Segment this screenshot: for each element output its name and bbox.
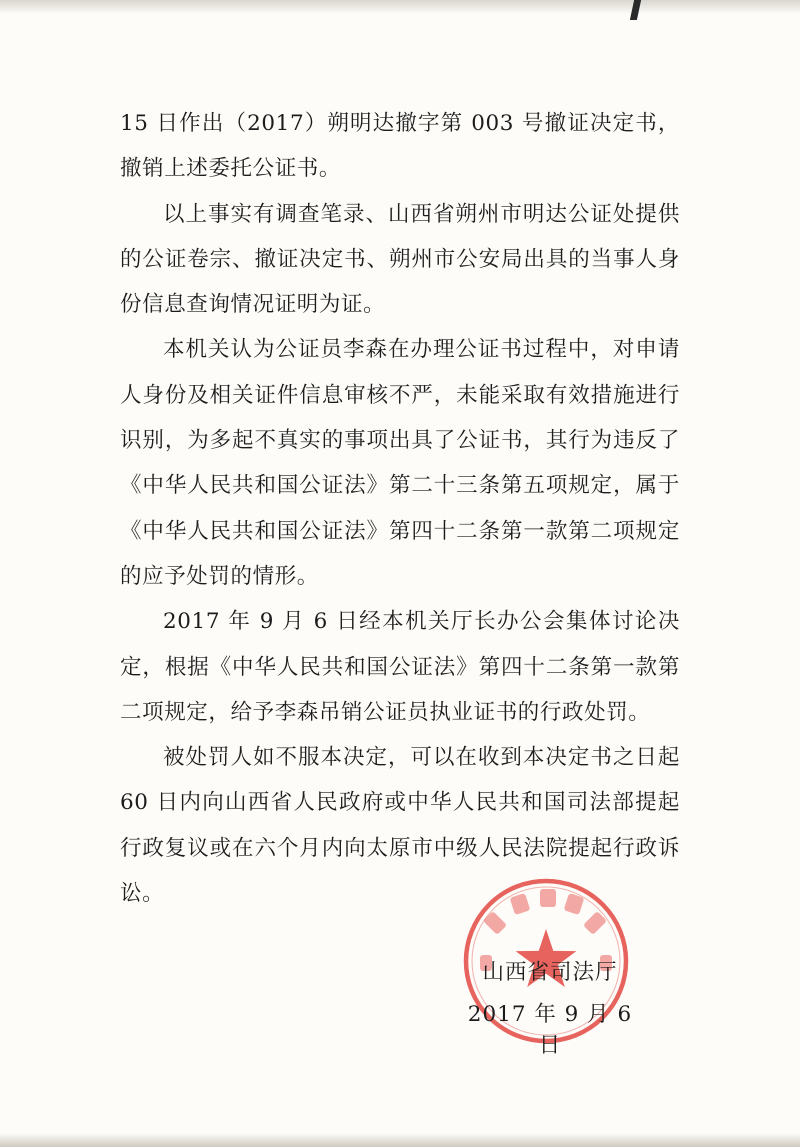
issuer-name: 山西省司法厅 — [482, 960, 618, 985]
paragraph-evidence: 以上事实有调查笔录、山西省朔州市明达公证处提供的公证卷宗、撤证决定书、朔州市公安局出具的当事人身份信息查询情况证明为证。 — [120, 201, 680, 318]
document-body — [120, 101, 680, 916]
scan-edge-top — [0, 0, 800, 14]
paragraph-appeal-notice: 被处罚人如不服本决定，可以在收到本决定书之日起 60 日内向山西省人民政府或中华人民共和国司法部提起行政复议或在六个月内向太原市中级人民法院提起行政诉讼。 — [120, 745, 680, 907]
paragraph-finding: 本机关认为公证员李森在办理公证书过程中，对申请人身份及相关证件信息审核不严，未能采取有效措施进行识别，为多起不真实的事项出具了公证书，其行为违反了《中华人民共和国公证法》第二十三条第五项规定，属于《中华人民共和国公证法》第四十二条第一款第二项规定的应予处罚的情形。 — [120, 337, 680, 589]
scan-edge-bottom — [0, 1133, 800, 1147]
paragraph-decision: 2017 年 9 月 6 日经本机关厅长办公会集体讨论决定，根据《中华人民共和国公证法》第四十二条第一款第二项规定，给予李森吊销公证员执业证书的行政处罚。 — [120, 609, 680, 725]
issue-date: 2017 年 9 月 6 日 — [467, 1002, 633, 1058]
paragraph-continuation: 15 日作出（2017）朔明达撤字第 003 号撤证决定书，撤销上述委托公证书。 — [120, 111, 680, 182]
